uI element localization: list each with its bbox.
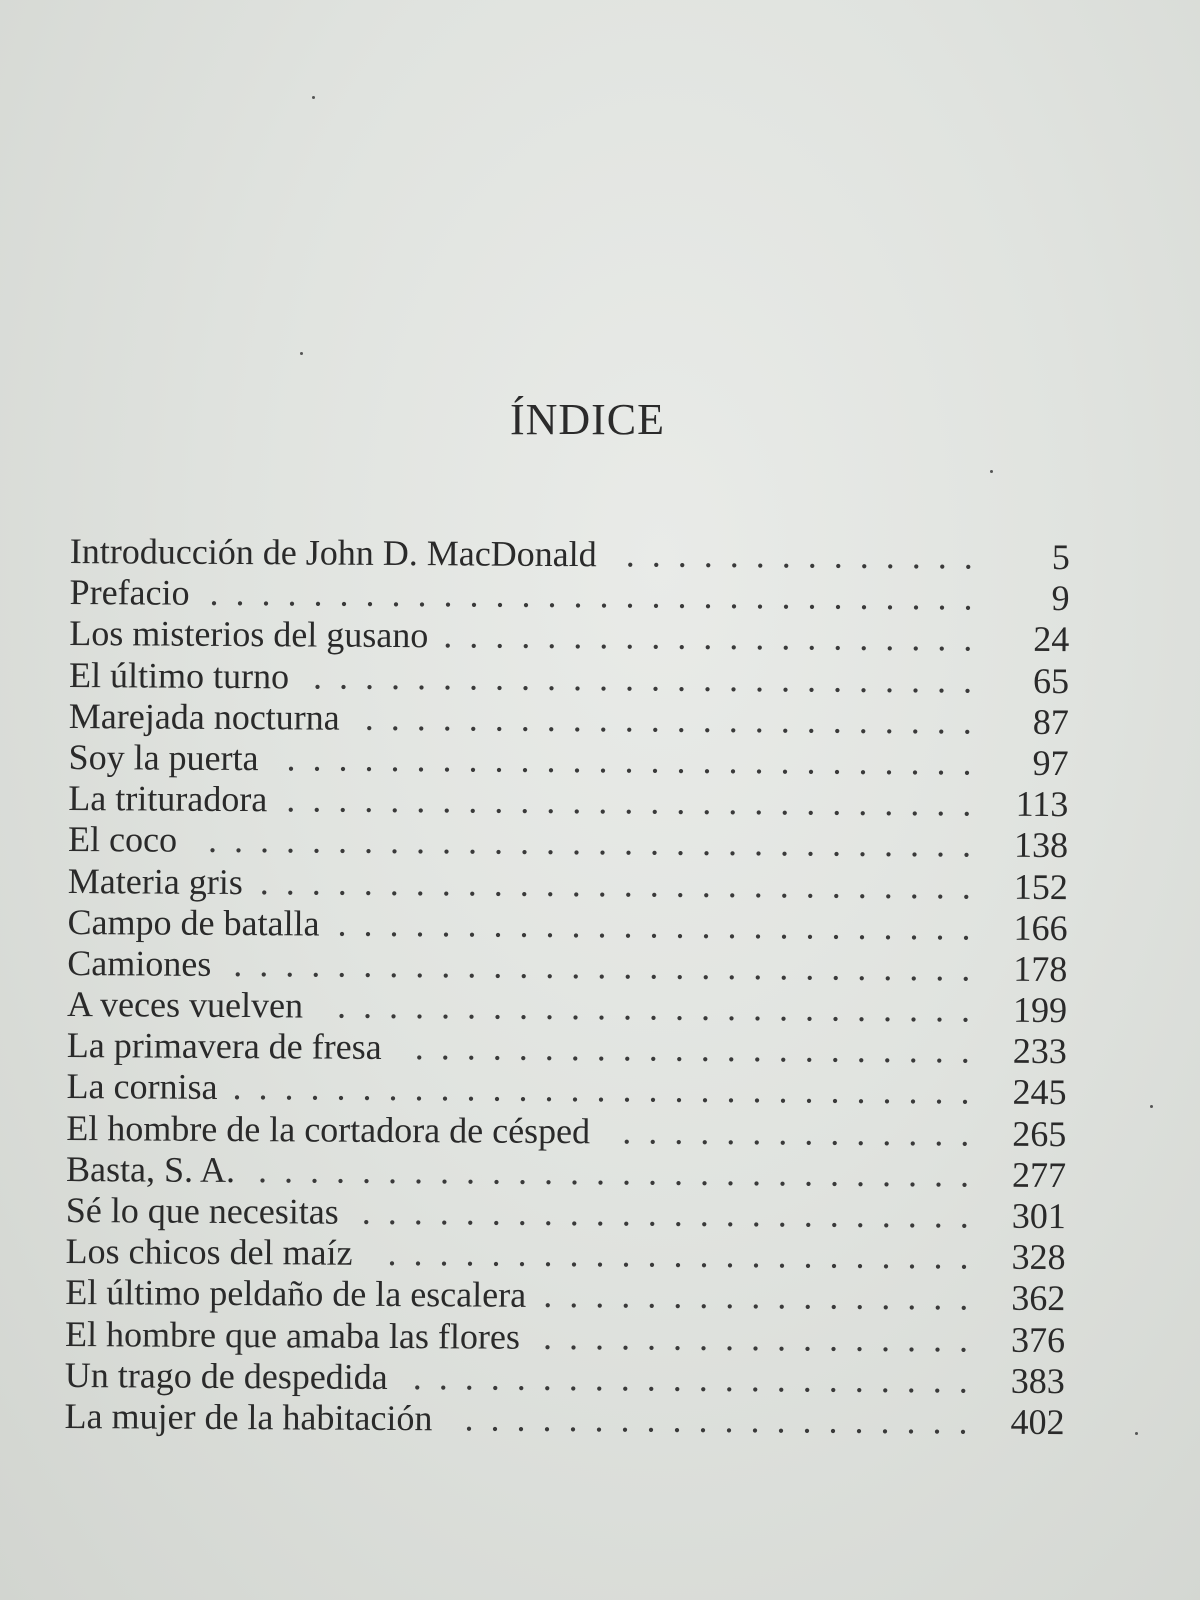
toc-entry: [67, 1025, 1077, 1072]
toc-entry: [68, 737, 1078, 784]
toc-entry-title: Los chicos del maíz: [65, 1231, 353, 1273]
toc-entry-title: Introducción de John D. MacDonald: [69, 531, 597, 575]
toc-entry-page-number: 402: [1010, 1401, 1065, 1443]
toc-dot-leader: ......................: [414, 1027, 987, 1071]
toc-entry-page-number: 97: [1032, 742, 1069, 784]
toc-dot-leader: .................: [542, 1316, 986, 1360]
toc-entry-page-number: 199: [1012, 989, 1068, 1031]
paper-speck: [1135, 1432, 1138, 1435]
toc-entry-title: La cornisa: [66, 1066, 218, 1108]
toc-dot-leader: ..............: [622, 1111, 987, 1154]
toc-entry-page-number: 5: [1051, 536, 1070, 578]
toc-entry: [69, 572, 1079, 619]
toc-entry-page-number: 24: [1033, 619, 1070, 660]
toc-entry-title: Soy la puerta: [68, 736, 259, 779]
toc-entry: [66, 1190, 1076, 1237]
toc-dot-leader: ........................: [361, 1191, 986, 1236]
toc-dot-leader: ..........................: [312, 656, 990, 701]
toc-entry-title: A veces vuelven: [66, 984, 304, 1026]
toc-entry-title: La trituradora: [68, 778, 268, 820]
toc-dot-leader: .......................: [387, 1233, 986, 1277]
paper-speck: [312, 96, 315, 99]
toc-entry: [66, 1149, 1076, 1196]
toc-entry: [65, 1231, 1075, 1278]
toc-dot-leader: ...........................: [286, 738, 989, 783]
toc-entry-title: El hombre que amaba las flores: [64, 1313, 521, 1357]
toc-dot-leader: .....................: [443, 615, 990, 659]
toc-dot-leader: .........................: [337, 903, 988, 948]
toc-entry-title: Sé lo que necesitas: [65, 1189, 339, 1232]
toc-entry-title: Materia gris: [67, 860, 243, 902]
toc-dot-leader: ...........................: [286, 779, 989, 824]
toc-entry: [69, 696, 1079, 743]
toc-dot-leader: ........................: [364, 697, 989, 742]
toc-entry: [68, 778, 1078, 825]
toc-entry-title: El último peldaño de la escalera: [65, 1272, 527, 1316]
toc-entry: [65, 1272, 1075, 1319]
toc-entry-title: Basta, S. A.: [65, 1148, 236, 1190]
toc-entry-page-number: 65: [1032, 660, 1070, 701]
toc-dot-leader: ..............................: [207, 820, 989, 865]
toc-entry: [64, 1396, 1074, 1443]
toc-entry-page-number: 166: [1013, 907, 1068, 948]
toc-entry: [65, 1355, 1075, 1402]
toc-entry-page-number: 178: [1013, 948, 1068, 989]
toc-entry-page-number: 383: [1010, 1360, 1065, 1401]
toc-dot-leader: ..............: [625, 534, 990, 577]
page-title: ÍNDICE: [509, 395, 666, 444]
toc-entry-page-number: 233: [1012, 1031, 1067, 1072]
toc-entry: [67, 984, 1077, 1031]
toc-entry: [66, 1066, 1076, 1113]
toc-entry: [68, 860, 1078, 907]
toc-entry: [70, 531, 1080, 578]
toc-entry-page-number: 138: [1013, 825, 1069, 866]
toc-entry-title: El hombre de la cortadora de césped: [66, 1107, 591, 1151]
toc-entry-title: La mujer de la habitación: [64, 1395, 433, 1439]
toc-entry-title: El coco: [67, 819, 178, 860]
toc-entry-page-number: 113: [1015, 783, 1069, 825]
toc-entry-page-number: 152: [1013, 866, 1068, 907]
toc-dot-leader: ..............................: [209, 573, 990, 618]
paper-speck: [990, 470, 993, 473]
toc-dot-leader: ............................: [259, 861, 988, 907]
toc-entry-title: Camiones: [67, 942, 212, 984]
toc-entry-page-number: 245: [1012, 1072, 1067, 1113]
toc-entry-title: El último turno: [69, 654, 290, 696]
toc-entry-page-number: 277: [1011, 1154, 1067, 1195]
toc-entry-page-number: 265: [1012, 1113, 1067, 1154]
toc-dot-leader: .........................: [336, 985, 988, 1030]
toc-dot-leader: ............................: [257, 1149, 987, 1195]
toc-entry-title: Marejada nocturna: [68, 695, 340, 738]
toc-entry: [67, 902, 1077, 949]
toc-entry-page-number: 362: [1011, 1278, 1066, 1319]
toc-entry-title: Los misterios del gusano: [69, 613, 429, 656]
toc-dot-leader: .............................: [233, 943, 988, 989]
toc-dot-leader: .................: [543, 1275, 986, 1318]
toc-entry: [67, 943, 1077, 990]
toc-dot-leader: ....................: [464, 1398, 985, 1442]
toc-entry-title: Campo de batalla: [67, 901, 320, 944]
toc-entry-page-number: 87: [1032, 701, 1069, 742]
toc-entry: [65, 1314, 1075, 1361]
toc-entry: [66, 1108, 1076, 1155]
paper-speck: [1150, 1105, 1153, 1108]
toc-entry-title: Un trago de despedida: [64, 1354, 388, 1397]
toc-entry-title: La primavera de fresa: [66, 1025, 382, 1068]
toc-entry: [69, 613, 1079, 660]
toc-entry-page-number: 376: [1010, 1319, 1066, 1360]
toc-entry-page-number: 328: [1011, 1236, 1066, 1278]
toc-entry-page-number: 9: [1051, 578, 1070, 619]
toc-entry: [68, 819, 1078, 866]
toc-entry: [69, 655, 1079, 702]
toc-entry-title: Prefacio: [69, 572, 190, 613]
toc-entry-page-number: 301: [1011, 1195, 1066, 1237]
toc-dot-leader: ......................: [412, 1356, 985, 1401]
paper-speck: [300, 352, 303, 355]
table-of-contents: [64, 531, 1080, 1443]
toc-dot-leader: .............................: [232, 1067, 987, 1113]
